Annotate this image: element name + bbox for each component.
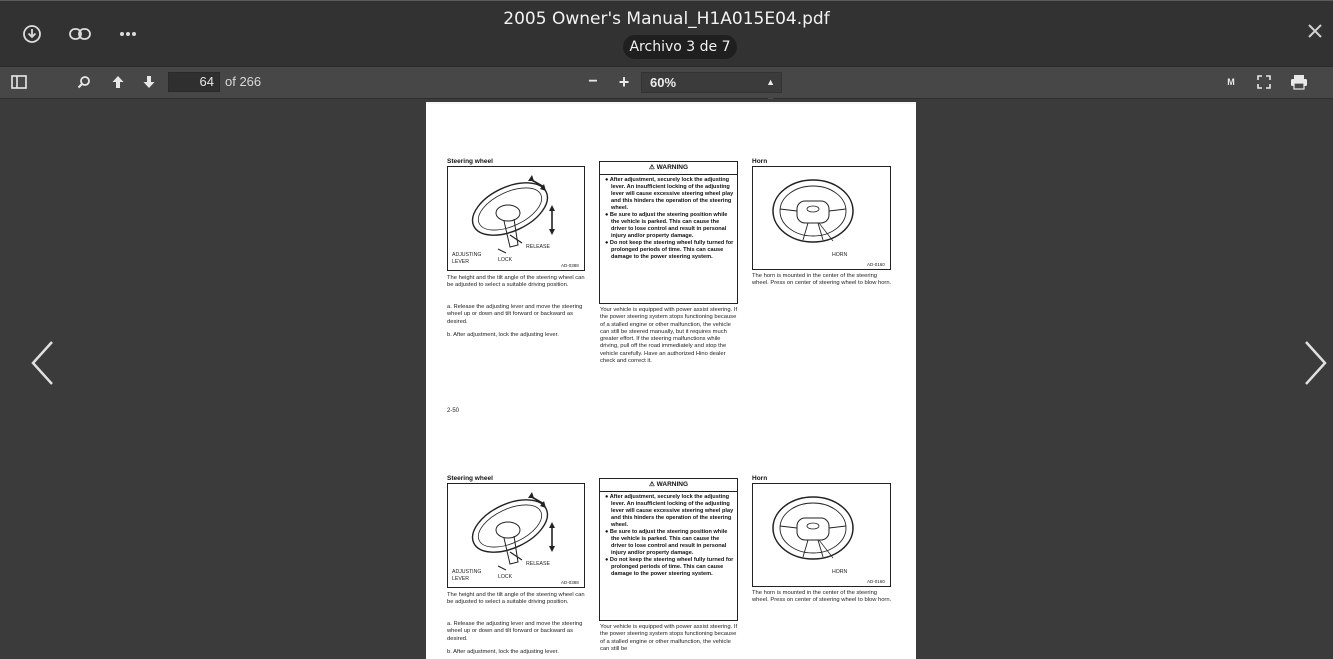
- page-total-label: of 266: [225, 74, 262, 89]
- fullscreen-icon[interactable]: [1253, 71, 1275, 93]
- steering-wheel-figure: [447, 483, 585, 588]
- horn-description: The horn is mounted in the center of the steering wheel. Press on center of steering wheel to blow horn.: [752, 590, 892, 604]
- section-title-steering: Steering wheel: [447, 158, 493, 165]
- horn-figure-code: AD-0160: [867, 262, 885, 267]
- chevron-left-icon[interactable]: [28, 339, 58, 387]
- warning-body: [600, 492, 737, 580]
- horn-figure: [752, 166, 891, 270]
- warning-item: ● Do not keep the steering wheel fully turned for prolonged periods of time. This can cause damage to the power steering system.: [605, 557, 734, 577]
- zoom-value: 60%: [650, 75, 677, 90]
- section-title-horn: Horn: [752, 158, 768, 165]
- steering-wheel-figure: [447, 166, 585, 271]
- zoom-in-button[interactable]: +: [618, 71, 630, 92]
- close-icon[interactable]: [1305, 21, 1331, 47]
- select-caret-icon: ▲: [766, 77, 775, 87]
- mode-m-button[interactable]: M: [1227, 77, 1235, 87]
- warning-box: [599, 161, 738, 304]
- power-steering-text: Your vehicle is equipped with power assist steering. If the power steering system stops functioning because of a stalled engine or other malfunction, the vehicle can still be steered manually, but it requires much greater effort. If the steering malfunctions while driving, pull off the road immediately and stop the vehicle carefully. Have an authorized Hino dealer check and correct it.: [600, 307, 738, 365]
- file-position-badge: Archivo 3 de 7: [623, 35, 737, 59]
- release-label: RELEASE: [526, 561, 550, 567]
- page-number-input[interactable]: 64: [168, 72, 220, 92]
- warning-item: ● Be sure to adjust the steering position while the vehicle is parked. This can cause the driver to lose control and result in personal injury and/or property damage.: [605, 212, 728, 239]
- horn-wheel-illustration: [753, 167, 890, 269]
- steering-step-b: b. After adjustment, lock the adjusting lever.: [447, 332, 559, 338]
- horn-figure-code: AD-0160: [867, 579, 885, 584]
- document-viewer[interactable]: [0, 99, 1333, 659]
- page-number: 2-50: [447, 408, 460, 414]
- search-icon[interactable]: [73, 71, 95, 93]
- arrow-down-icon[interactable]: [138, 71, 160, 93]
- warning-item: ● Be sure to adjust the steering position while the vehicle is parked. This can cause the driver to lose control and result in personal injury and/or property damage.: [605, 529, 728, 556]
- warning-triangle-icon: ⚠: [648, 481, 655, 488]
- title-bar: [0, 0, 1333, 66]
- warning-header: [600, 162, 737, 175]
- steering-step-a: a. Release the adjusting lever and move the steering wheel up or down and tilt forward or backward as desired.: [447, 304, 583, 325]
- section-title-horn: Horn: [752, 475, 768, 482]
- warning-item: ● After adjustment, securely lock the adjusting lever. An insufficient locking of the adjusting lever will cause excessive steering wheel play and this hinders the operation of the steering wheel.: [605, 177, 734, 211]
- arrow-up-icon[interactable]: [107, 71, 129, 93]
- power-steering-text: Your vehicle is equipped with power assist steering. If the power steering system stops functioning because of a stalled engine or other malfunction, the vehicle can still be: [600, 624, 738, 652]
- adjusting-label: ADJUSTING: [452, 252, 482, 258]
- steering-description: The height and the tilt angle of the steering wheel can be adjusted to select a suitable driving position.: [447, 275, 585, 289]
- horn-figure: [752, 483, 891, 587]
- sidebar-toggle-icon[interactable]: [8, 71, 30, 93]
- horn-wheel-illustration: [753, 484, 890, 586]
- warning-box: [599, 478, 738, 621]
- figure-code: AD-0388: [561, 263, 579, 268]
- horn-description: The horn is mounted in the center of the steering wheel. Press on center of steering wheel to blow horn.: [752, 273, 892, 287]
- warning-title: WARNING: [656, 481, 689, 488]
- chevron-right-icon[interactable]: [1300, 339, 1330, 387]
- lever-label: LEVER: [452, 259, 470, 265]
- warning-title: WARNING: [656, 164, 689, 171]
- pdf-toolbar: [0, 66, 1333, 99]
- lock-label: LOCK: [498, 257, 513, 263]
- warning-triangle-icon: ⚠: [648, 164, 655, 171]
- steering-step-a: a. Release the adjusting lever and move the steering wheel up or down and tilt forward or backward as desired.: [447, 621, 583, 642]
- horn-label: HORN: [832, 569, 848, 575]
- warning-body: [600, 175, 737, 263]
- horn-label: HORN: [832, 252, 848, 258]
- lock-label: LOCK: [498, 574, 513, 580]
- warning-item: ● Do not keep the steering wheel fully turned for prolonged periods of time. This can cause damage to the power steering system.: [605, 240, 734, 260]
- document-title: 2005 Owner's Manual_H1A015E04.pdf: [503, 9, 830, 29]
- section-title-steering: Steering wheel: [447, 475, 493, 482]
- adjusting-label: ADJUSTING: [452, 569, 482, 575]
- zoom-out-button[interactable]: −: [588, 73, 598, 90]
- warning-item: ● After adjustment, securely lock the adjusting lever. An insufficient locking of the adjusting lever will cause excessive steering wheel play and this hinders the operation of the steering wheel.: [605, 494, 734, 528]
- steering-step-b: b. After adjustment, lock the adjusting lever.: [447, 649, 559, 655]
- zoom-select[interactable]: [641, 72, 782, 93]
- lever-label: LEVER: [452, 576, 470, 582]
- steering-description: The height and the tilt angle of the steering wheel can be adjusted to select a suitable driving position.: [447, 592, 585, 606]
- warning-header: [600, 479, 737, 492]
- release-label: RELEASE: [526, 244, 550, 250]
- pdf-page: [426, 99, 916, 659]
- print-icon[interactable]: [1288, 71, 1310, 93]
- figure-code: AD-0388: [561, 580, 579, 585]
